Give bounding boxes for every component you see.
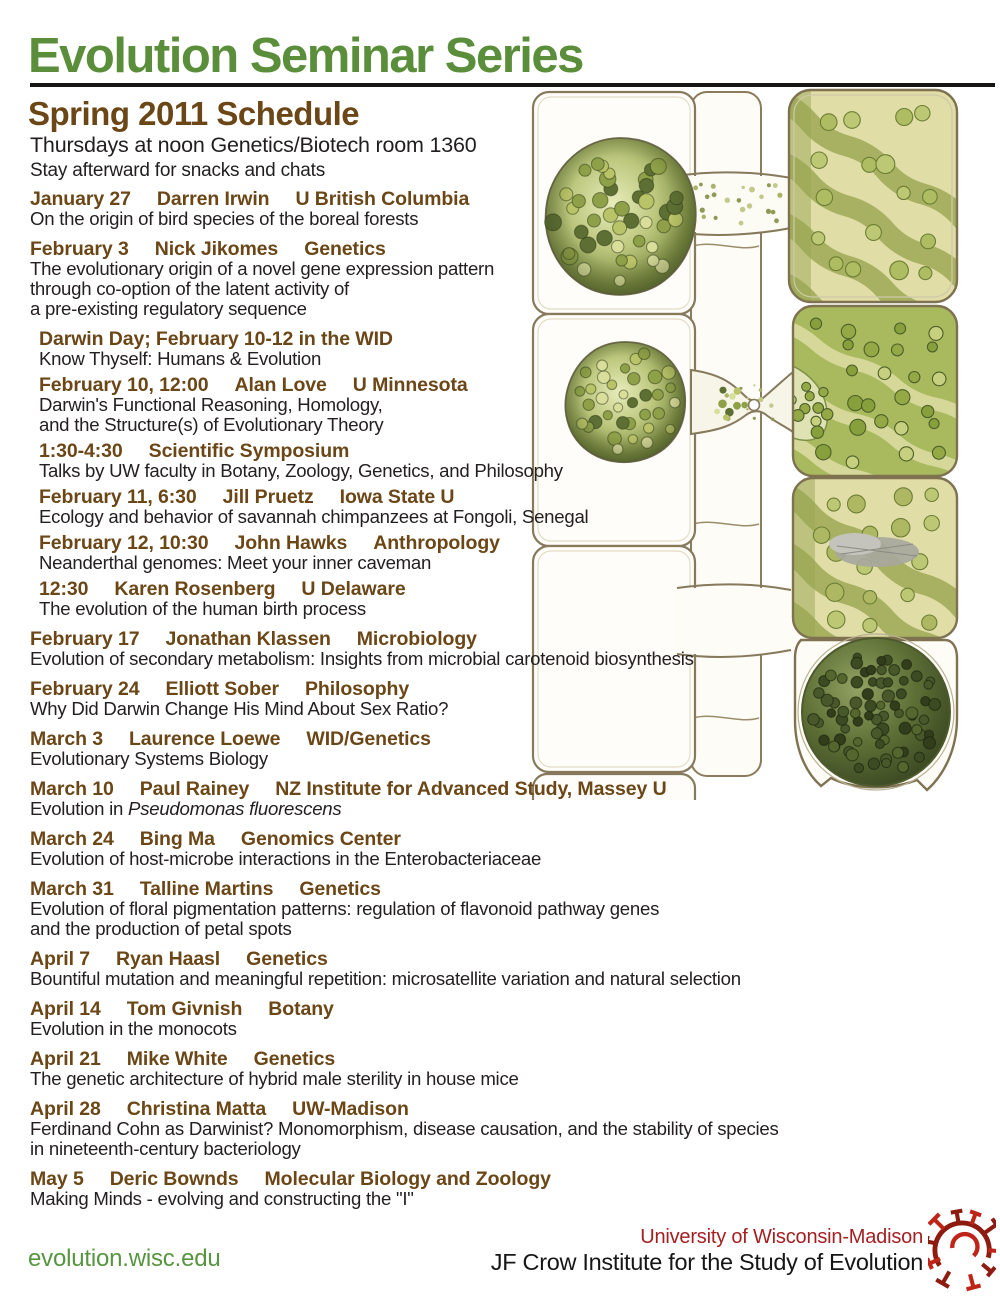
entry-header-part: Jonathan Klassen <box>165 628 331 650</box>
entry-header-part: Anthropology <box>373 532 500 554</box>
entry-line: The evolution of the human birth process <box>39 598 366 619</box>
entry-header-part: NZ Institute for Advanced Study, Massey U <box>275 778 667 800</box>
entry-header-part: Elliott Sober <box>165 678 280 700</box>
entry-header-part: April 28 <box>30 1098 101 1120</box>
entry-header-part: April 21 <box>30 1048 101 1070</box>
entry-header-part: Iowa State U <box>339 486 455 508</box>
seminar-entry <box>30 729 900 769</box>
footer-url: evolution.wisc.edu <box>28 1245 221 1272</box>
entry-line: Making Minds - evolving and constructing the "I" <box>30 1188 414 1209</box>
schedule-title: Spring 2011 Schedule <box>28 95 360 132</box>
entry-line: Neanderthal genomes: Meet your inner caveman <box>39 552 432 573</box>
entry-line: Evolution of host-microbe interactions in the Enterobacteriaceae <box>30 848 542 869</box>
entry-header-part: Paul Rainey <box>139 778 250 800</box>
entry-header <box>30 729 900 749</box>
entry-header-part: Laurence Loewe <box>129 728 281 750</box>
entry-header-part: Ryan Haasl <box>115 948 221 970</box>
seminar-entry <box>30 999 900 1039</box>
entry-header <box>39 487 900 507</box>
entry-header <box>30 189 900 209</box>
entry-header-part: March 24 <box>30 828 114 850</box>
entry-header-part: February 12, 10:30 <box>39 532 209 554</box>
entry-line: Evolution of secondary metabolism: Insights from microbial carotenoid biosynthesis <box>30 648 694 669</box>
entry-header-part: Genomics Center <box>240 828 401 850</box>
entry-header-part: Genetics <box>253 1048 336 1070</box>
entry-line: Evolutionary Systems Biology <box>30 748 268 769</box>
entry-header-part: U Delaware <box>301 578 406 600</box>
seminar-entry <box>30 533 900 573</box>
entry-header-part: Genetics <box>304 238 386 260</box>
entry-line: and the Structure(s) of Evolutionary Theory <box>39 414 384 435</box>
entry-header-part: February 3 <box>30 238 129 260</box>
seminar-entry <box>30 879 900 939</box>
entry-header <box>30 879 900 899</box>
entry-header-part: Philosophy <box>305 678 410 700</box>
entry-header-part: Molecular Biology and Zoology <box>264 1168 551 1190</box>
entry-header-part: 1:30-4:30 <box>39 440 123 462</box>
entry-header <box>39 441 900 461</box>
seminar-entry <box>30 189 900 229</box>
entry-line: Ferdinand Cohn as Darwinist? Monomorphism, disease causation, and the stability of species <box>30 1118 779 1139</box>
entry-line: in nineteenth-century bacteriology <box>30 1138 301 1159</box>
seminar-entry <box>30 375 900 435</box>
entry-header-part: U British Columbia <box>295 188 470 210</box>
page-title: Evolution Seminar Series <box>28 29 583 83</box>
entry-header <box>39 533 900 553</box>
entry-header-part: February 11, 6:30 <box>39 486 197 508</box>
entry-header-part: Bing Ma <box>139 828 215 850</box>
entry-header-part: February 24 <box>30 678 140 700</box>
entry-header-part: Darwin Day; February 10-12 in the WID <box>39 328 393 350</box>
entry-header-part: February 17 <box>30 628 140 650</box>
seminar-entry <box>30 679 900 719</box>
entry-header-part: March 10 <box>30 778 114 800</box>
entry-header-part: Nick Jikomes <box>154 238 279 260</box>
entry-line: Why Did Darwin Change His Mind About Sex Ratio? <box>30 698 449 719</box>
entry-header-part: February 10, 12:00 <box>39 374 209 396</box>
seminar-entry <box>30 579 900 619</box>
seminar-entry <box>30 487 900 527</box>
seminar-entry <box>30 1049 900 1089</box>
seminar-entry <box>30 779 900 819</box>
entry-header-part: Talline Martins <box>139 878 274 900</box>
logo-branch <box>963 1272 981 1289</box>
entry-header-part: Darren Irwin <box>156 188 270 210</box>
entry-header <box>30 1049 900 1069</box>
entry-header-part: March 3 <box>30 728 103 750</box>
entry-header-part: April 7 <box>30 948 90 970</box>
entry-line: through co-option of the latent activity of <box>30 278 349 299</box>
entry-header-part: Karen Rosenberg <box>114 578 276 600</box>
entry-line: On the origin of bird species of the boreal forests <box>30 208 419 229</box>
entry-header <box>30 949 900 969</box>
entry-header <box>30 1099 900 1119</box>
entry-header <box>30 679 900 699</box>
entry-header <box>30 829 900 849</box>
entry-header-part: U Minnesota <box>352 374 468 396</box>
entry-line: The genetic architecture of hybrid male sterility in house mice <box>30 1068 519 1089</box>
entry-header <box>30 629 900 649</box>
entry-line: Evolution of floral pigmentation patterns: regulation of flavonoid pathway genes <box>30 898 660 919</box>
crow-institute-logo <box>928 1196 996 1300</box>
seminar-entry <box>30 829 900 869</box>
entry-header-part: April 14 <box>30 998 101 1020</box>
entry-header-part: Deric Bownds <box>109 1168 239 1190</box>
entry-line: The evolutionary origin of a novel gene expression pattern <box>30 258 495 279</box>
entry-header-part: Alan Love <box>234 374 327 396</box>
crow-institute-wordmark: JF Crow Institute for the Study of Evolution <box>490 1249 923 1275</box>
logo-branch <box>936 1268 955 1287</box>
entry-line: Evolution in the monocots <box>30 1018 237 1039</box>
uw-madison-wordmark: University of Wisconsin-Madison <box>640 1226 923 1248</box>
entry-header <box>30 999 900 1019</box>
seminar-entry <box>30 329 900 369</box>
entry-header <box>30 779 900 799</box>
entry-header-part: Christina Matta <box>126 1098 267 1120</box>
seminar-entry <box>30 629 900 669</box>
entry-header-part: Jill Pruetz <box>222 486 314 508</box>
entry-line: Talks by UW faculty in Botany, Zoology, Genetics, and Philosophy <box>39 460 563 481</box>
entry-line: and the production of petal spots <box>30 918 292 939</box>
entry-header-part: WID/Genetics <box>306 728 431 750</box>
entry-header-part: Botany <box>268 998 334 1020</box>
entry-line: Ecology and behavior of savannah chimpanzees at Fongoli, Senegal <box>39 506 589 527</box>
entry-header <box>30 239 900 259</box>
entry-header-part: Genetics <box>246 948 328 970</box>
seminar-entry <box>30 239 900 319</box>
seminar-list <box>30 189 900 1219</box>
entry-header <box>30 1169 900 1189</box>
entry-header-part: January 27 <box>30 188 131 210</box>
seminar-entry <box>30 1099 900 1159</box>
entry-header-part: Mike White <box>126 1048 228 1070</box>
entry-header-part: March 31 <box>30 878 114 900</box>
entry-header <box>39 579 900 599</box>
entry-header-part: Genetics <box>299 878 381 900</box>
entry-header <box>39 329 900 349</box>
seminar-entry <box>30 441 900 481</box>
footer-org-block <box>360 1226 923 1275</box>
entry-line: Bountiful mutation and meaningful repetition: microsatellite variation and natural selection <box>30 968 741 989</box>
schedule-subtitle: Thursdays at noon Genetics/Biotech room 1360 <box>30 133 477 157</box>
entry-header-part: John Hawks <box>234 532 348 554</box>
entry-header-part: May 5 <box>30 1168 84 1190</box>
entry-header <box>39 375 900 395</box>
seminar-entry <box>30 949 900 989</box>
entry-line: Evolution in Pseudomonas fluorescens <box>30 798 342 819</box>
entry-header-part: Scientific Symposium <box>148 440 350 462</box>
schedule-note: Stay afterward for snacks and chats <box>30 160 326 181</box>
logo-branch <box>979 1260 995 1276</box>
entry-header-part: 12:30 <box>39 578 89 600</box>
entry-line: a pre-existing regulatory sequence <box>30 298 307 319</box>
entry-line: Know Thyself: Humans & Evolution <box>39 348 322 369</box>
entry-header-part: Tom Givnish <box>126 998 243 1020</box>
entry-line: Darwin's Functional Reasoning, Homology, <box>39 394 383 415</box>
seminar-entry <box>30 1169 900 1209</box>
entry-header-part: Microbiology <box>356 628 477 650</box>
entry-header-part: UW-Madison <box>292 1098 409 1120</box>
